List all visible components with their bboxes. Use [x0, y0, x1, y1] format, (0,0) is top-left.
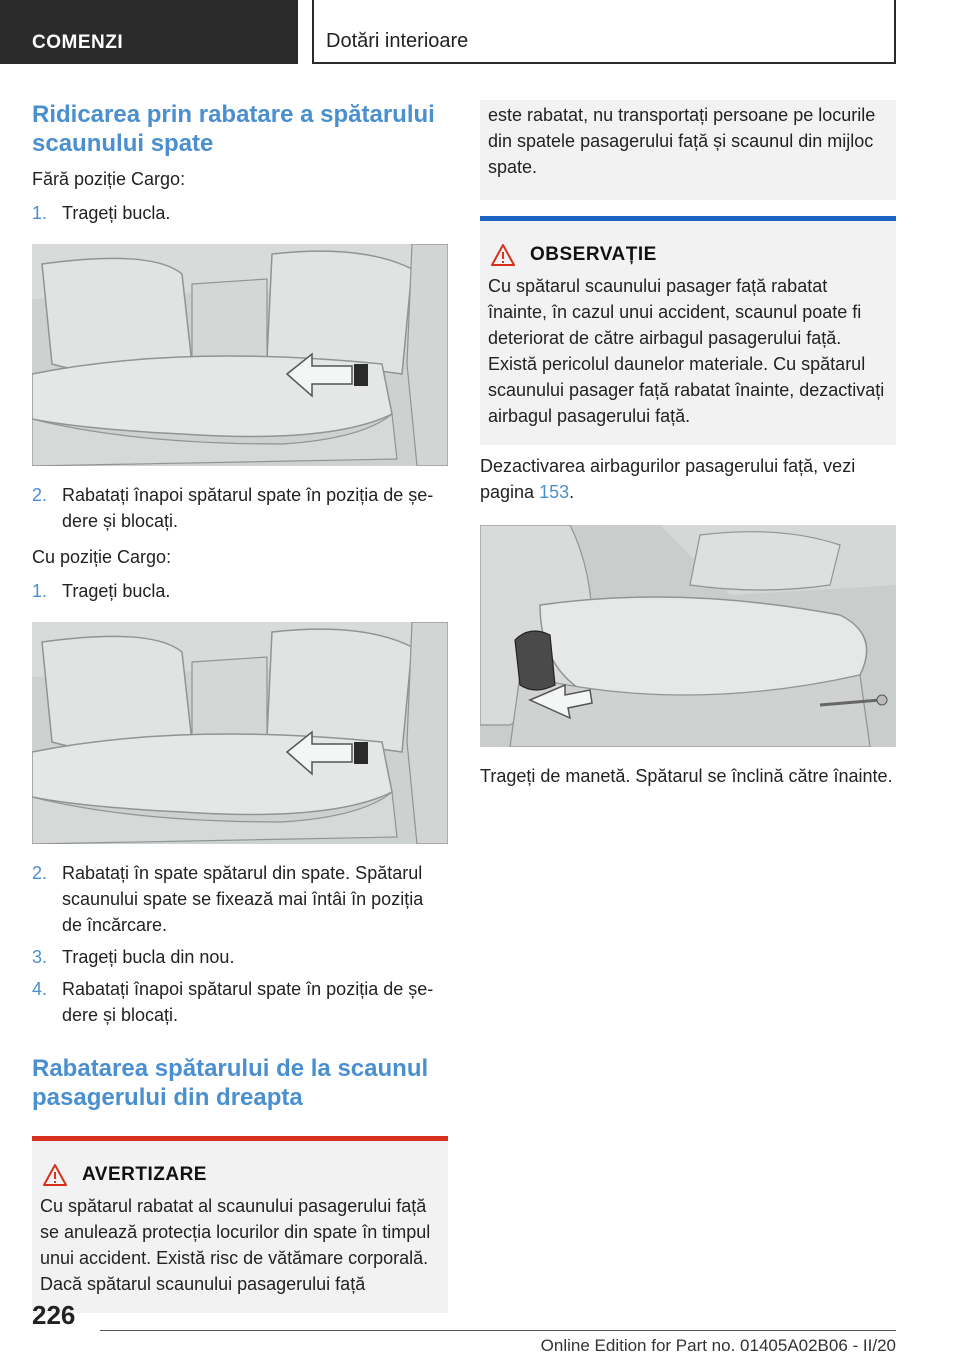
left-column	[32, 100, 448, 1313]
warning-text: Cu spătarul rabatat al scaunului pasagerului față se anulează protecția locurilor din spate în timpul unui accident. Există risc de vătămare corporală. Dacă spătarul scaunului pasagerului față	[40, 1196, 431, 1294]
chapter-title: Dotări interioare	[312, 0, 896, 64]
cargo-steps-cont	[32, 860, 448, 1028]
no-cargo-label: Fără poziție Cargo:	[32, 169, 186, 189]
warning-continuation: este rabatat, nu transportați persoane pe locurile din spatele pasagerului față și scaunul din mijloc spate.	[480, 100, 896, 200]
page-number: 226	[32, 1300, 76, 1330]
lever-instruction: Trageți de manetă. Spătarul se înclină către înainte.	[480, 766, 893, 786]
page-link[interactable]: 153	[539, 482, 570, 502]
list-item: 2. Rabatați înapoi spătarul spate în poziția de ședere și blocați.	[32, 485, 434, 531]
right-column	[480, 100, 896, 795]
notice-title: OBSERVAȚIE	[530, 244, 657, 265]
warning-triangle-icon	[42, 1163, 68, 1187]
warning-box	[32, 1136, 448, 1313]
airbag-reference: Dezactivarea airbagurilor pasagerului față, vezi pagina 153.	[480, 456, 856, 502]
rear-seat-strap-illustration-cargo	[32, 622, 448, 844]
cargo-steps	[32, 578, 448, 604]
notice-box	[480, 216, 896, 445]
no-cargo-steps	[32, 200, 448, 226]
list-item: 2. Rabatați în spate spătarul din spate. Spătarul scaunului spate se fixează mai întâi în poziția de încărcare.	[32, 863, 424, 935]
list-item: 3. Trageți bucla din nou.	[32, 947, 235, 967]
heading-fold-up-rear-backrest: Ridicarea prin rabatare a spătarului scaunului spate	[32, 101, 435, 157]
warning-title: AVERTIZARE	[82, 1164, 207, 1185]
heading-fold-passenger-backrest: Rabatarea spătarului de la scaunul pasagerului din dreapta	[32, 1055, 429, 1111]
cargo-label: Cu poziție Cargo:	[32, 547, 172, 567]
notice-text: Cu spătarul scaunului pasager față rabatat înainte, în cazul unui accident, scaunul poate fi deteriorat de către airbagul pasagerului față. Există pericolul daunelor materiale. Cu spătarul scaunului pasager față rabatat înainte, dezactivați airbagul pasagerului față.	[488, 276, 885, 426]
footer-divider	[100, 1330, 896, 1331]
section-tab[interactable]: COMENZI	[0, 0, 298, 64]
page-header	[0, 0, 960, 64]
warning-triangle-icon	[490, 243, 516, 267]
seat-lever-illustration	[480, 525, 896, 747]
footer-edition: Online Edition for Part no. 01405A02B06 - II/20	[540, 1336, 896, 1355]
no-cargo-steps-cont	[32, 482, 448, 534]
list-item: 1. Trageți bucla.	[32, 581, 171, 601]
list-item: 1. Trageți bucla.	[32, 203, 171, 223]
rear-seat-strap-illustration	[32, 244, 448, 466]
list-item: 4. Rabatați înapoi spătarul spate în poziția de ședere și blocați.	[32, 979, 434, 1025]
